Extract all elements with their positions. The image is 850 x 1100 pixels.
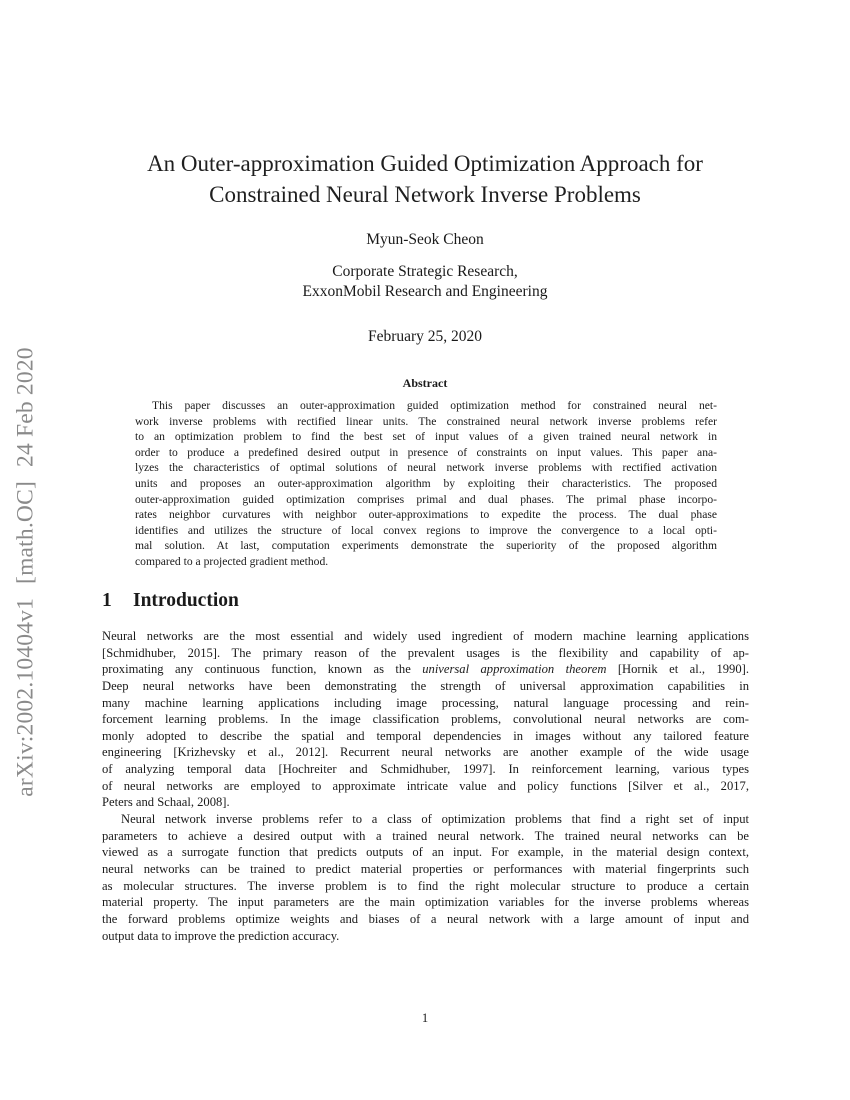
body-line-segment: [Hornik et al., 1990]. [606,662,749,677]
abstract-line: to an optimization problem to find the best set of input values of a given trained neural network in [135,430,717,444]
abstract-line: lyzes the characteristics of optimal solutions of neural network inverse problems with rectified activation [135,461,717,475]
publication-date: February 25, 2020 [367,328,483,345]
abstract-line: mal solution. At last, computation experiments demonstrate the superiority of the proposed algorithm [135,539,717,553]
arxiv-category: [math.OC] [12,480,39,584]
affiliation-line-1: Corporate Strategic Research, [332,263,518,280]
section-title: Introduction [133,590,239,611]
body-line: material property. The input parameters are the main optimization variables for the inverse problems whereas [102,895,749,910]
paper-title [0,148,850,210]
body-line: viewed as a surrogate function that predicts outputs of an input. For example, in the material design context, [102,845,749,860]
body-line: output data to improve the prediction accuracy. [102,928,340,943]
author-name: Myun-Seok Cheon [366,231,484,248]
abstract-line: outer-approximation guided optimization comprises primal and dual phases. The primal phase incorpo- [135,492,717,506]
body-line: Neural networks are the most essential and widely used ingredient of modern machine learning applications [102,629,749,643]
arxiv-id: arXiv:2002.10404v1 [12,597,39,797]
abstract-line: compared to a projected gradient method. [135,554,329,568]
body-line: Neural network inverse problems refer to a class of optimization problems that find a right set of input [121,812,749,827]
abstract-line: rates neighbor curvatures with neighbor outer-approximations to expedite the process. The dual phase [135,508,717,522]
abstract-line: This paper discusses an outer-approximation guided optimization method for constrained neural net- [152,399,717,412]
body-line: of analyzing temporal data [Hochreiter and Schmidhuber, 1997]. In reinforcement learning, various types [102,762,749,777]
body-line: parameters to achieve a desired output with a trained neural network. The trained neural networks can be [102,828,749,843]
affiliation-line-2: ExxonMobil Research and Engineering [302,283,548,300]
paragraph-2 [102,811,749,944]
abstract-body [135,398,717,570]
body-line: of neural networks are employed to approximate intricate value and policy functions [Silver et al., 2017, [102,778,749,793]
page-number: 1 [421,1011,429,1025]
body-line: monly adopted to describe the spatial and temporal dependencies in images without any tailored feature [102,728,749,743]
body-line-segment: proximating any continuous function, known as the [102,662,423,677]
body-line: the forward problems optimize weights and biases of a neural network with a large amount of input and [102,911,749,926]
emphasis-universal-approximation-theorem: universal approximation theorem [422,662,607,677]
body-line: neural networks can be trained to predict material properties or performances with material fingerprints such [102,861,749,876]
section-number: 1 [102,590,112,611]
abstract-line: order to produce a predefined desired output in presence of constraints on input values. This paper ana- [135,445,717,459]
body-line: [Schmidhuber, 2015]. The primary reason of the prevalent usages is the flexibility and capability of ap- [102,645,749,660]
title-line-2: Constrained Neural Network Inverse Problems [209,182,641,207]
abstract-line: identifies and utilizes the structure of local convex regions to improve the convergence to a local opti- [135,523,717,537]
abstract-line: units and proposes an outer-approximation algorithm by exploiting their characteristics. The proposed [135,476,717,490]
body-line: as molecular structures. The inverse problem is to find the right molecular structure to produce a certain [102,878,749,893]
affiliation [0,262,850,302]
body-line: engineering [Krizhevsky et al., 2012]. Recurrent neural networks are another example of the wide usage [102,745,749,760]
introduction-body [102,628,749,944]
body-line: Deep neural networks have been demonstrating the strength of universal approximation capabilities in [102,678,749,693]
arxiv-stamp [13,347,40,796]
abstract-line: work inverse problems with rectified linear units. The constrained neural network inverse problems refer [135,414,717,428]
paragraph-1 [102,628,749,811]
body-line: forcement learning problems. In the image classification problems, convolutional neural networks are com- [102,712,749,727]
body-line [102,661,749,678]
body-line: Peters and Schaal, 2008]. [102,795,230,810]
title-line-1: An Outer-approximation Guided Optimization Approach for [147,151,703,176]
section-heading-introduction [102,590,239,612]
arxiv-date: 24 Feb 2020 [12,347,39,467]
body-line: many machine learning applications including image processing, natural language processing and rein- [102,695,749,710]
abstract-heading: Abstract [402,376,448,390]
